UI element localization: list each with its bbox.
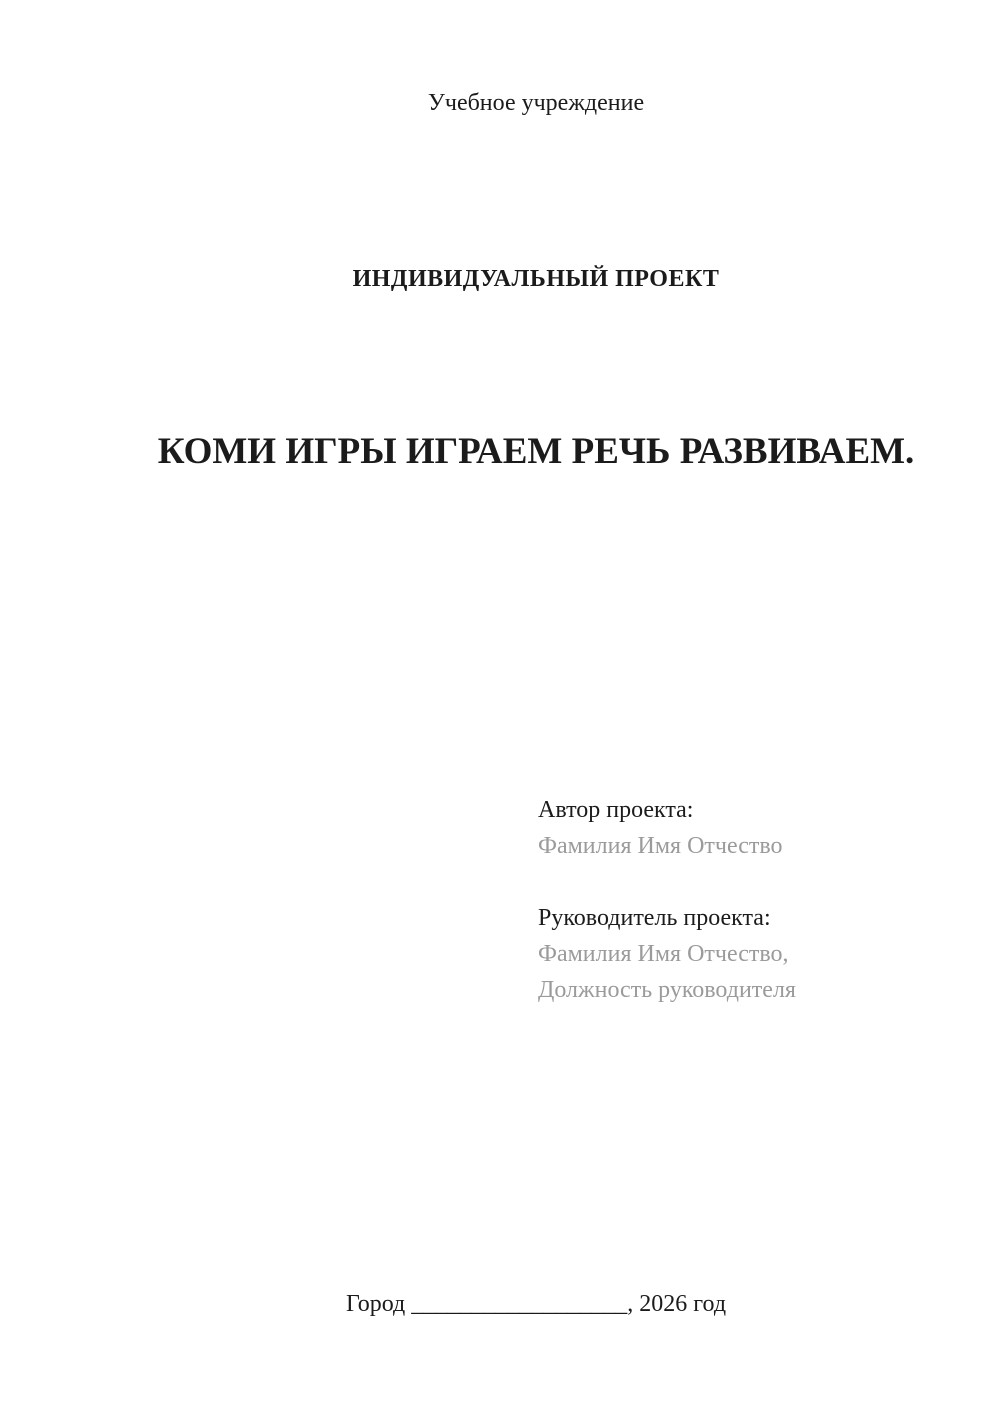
supervisor-name-placeholder: Фамилия Имя Отчество, xyxy=(538,941,789,967)
author-block xyxy=(538,792,796,864)
project-title: КОМИ ИГРЫ ИГРАЕМ РЕЧЬ РАЗВИВАЕМ. xyxy=(157,431,915,472)
city-year-line xyxy=(143,1288,929,1320)
supervisor-position-placeholder: Должность руководителя xyxy=(538,977,796,1003)
author-label: Автор проекта: xyxy=(538,797,694,823)
institution-line: Учебное учреждение xyxy=(427,90,645,116)
city-blank-line: __________________ xyxy=(411,1291,628,1317)
city-label: Город xyxy=(345,1291,412,1317)
supervisor-block xyxy=(538,900,796,1008)
credits-block xyxy=(538,792,796,1008)
supervisor-label: Руководитель проекта: xyxy=(538,905,771,931)
project-type-heading: ИНДИВИДУАЛЬНЫЙ ПРОЕКТ xyxy=(352,266,720,292)
author-name-placeholder: Фамилия Имя Отчество xyxy=(538,833,783,859)
year-text: , 2026 год xyxy=(627,1291,727,1317)
